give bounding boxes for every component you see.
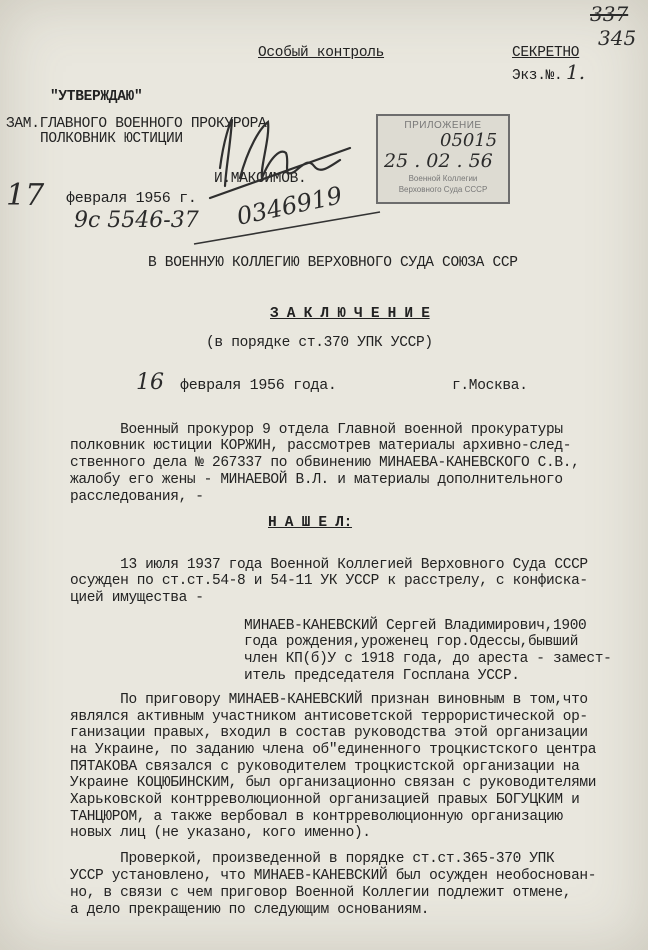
conclusion-line: но, в связи с чем приговор Военной Коллегии подлежит отмене, [70,885,572,901]
charges-line: ганизации правых, входил в состав руководства этой организации [70,725,588,741]
incoming-number: 0346919 [234,181,345,231]
approve-name: И.МАКСИМОВ. [214,171,307,187]
conclusion-line: УССР установлено, что МИНАЕВ-КАНЕВСКИЙ был осужден необоснован- [70,868,597,884]
intro-line: жалобу его жены - МИНАЕВОЙ В.Л. и материалы дополнительного [70,472,563,488]
approve-day: 17 [6,178,45,213]
approve-rank: ПОЛКОВНИК ЮСТИЦИИ [40,131,183,147]
intro-line: расследования, - [70,489,204,505]
person-line: член КП(б)У с 1918 года, до ареста - замест- [244,651,612,667]
document-subtitle: (в порядке ст.370 УПК УССР) [206,335,433,351]
archive-number: 345 [598,26,637,50]
addressee: В ВОЕННУЮ КОЛЛЕГИЮ ВЕРХОВНОГО СУДА СОЮЗА ССР [148,255,518,271]
pen-stroke [190,206,390,246]
charges-line: Харьковской контрреволюционной организацией правых БОГУЦКИМ и [70,792,580,808]
verdict-line: цией имущества - [70,590,204,606]
copy-number: 1. [566,60,586,84]
conclusion-city: г.Москва. [452,378,528,394]
person-line: МИНАЕВ-КАНЕВСКИЙ Сергей Владимирович,1900 [244,618,587,634]
approve-position: ЗАМ.ГЛАВНОГО ВОЕННОГО ПРОКУРОРА [6,116,267,132]
person-line: года рождения,уроженец гор.Одессы,бывший [244,634,579,650]
found-heading: Н А Ш Е Л: [268,515,353,531]
conclusion-line: а дело прекращению по следующим основаниям. [70,902,430,918]
intro-line: полковник юстиции КОРЖИН, рассмотрев материалы архивно-след- [70,438,572,454]
stamp-org-line2: Верховного Суда СССР [398,185,488,194]
copy-label: Экз.№. [512,68,563,84]
intro-line: Военный прокурор 9 отдела Главной военной прокуратуры [70,422,563,438]
charges-line: на Украине, по заданию члена об"единенного троцкистского центра [70,742,597,758]
person-line: итель председателя Госплана УССР. [244,668,520,684]
charges-line: По приговору МИНАЕВ-КАНЕВСКИЙ признан виновным в том,что [70,692,588,708]
special-control-label: Особый контроль [258,45,385,61]
charges-line: являлся активным участником антисоветской террористической ор- [70,709,588,725]
stamp-title: ПРИЛОЖЕНИЕ [404,120,482,131]
archive-number-crossed: 337 [590,2,629,26]
approve-date: февраля 1956 г. [66,190,197,207]
secret-label: СЕКРЕТНО [512,45,580,61]
stamp-org-line1: Военной Коллегии [408,174,478,183]
charges-line: Украине КОЦЮБИНСКИМ, был организационно связан с руководителями [70,775,597,791]
conclusion-line: Проверкой, произведенной в порядке ст.ст.365-370 УПК [70,851,555,867]
charges-line: ТАНЦЮРОМ, а также вербовал в контрреволюционную организацию [70,809,563,825]
intro-line: ственного дела № 267337 по обвинению МИНАЕВА-КАНЕВСКОГО С.В., [70,455,580,471]
stamp-number: 05015 [440,130,498,151]
verdict-line: 13 июля 1937 года Военной Коллегией Верховного Суда СССР [70,557,588,573]
stamp-date: 25 . 02 . 56 [384,150,493,172]
charges-line: новых лиц (не указано, кого именно). [70,825,371,841]
charges-line: ПЯТАКОВА связался с руководителем троцкистской организации на [70,759,580,775]
registration-stamp [376,114,510,204]
document-title: З А К Л Ю Ч Е Н И Е [270,306,430,322]
verdict-line: осужден по ст.ст.54-8 и 54-11 УК УССР к расстрелу, с конфиска- [70,573,588,589]
reference-number: 9с 5546-37 [74,208,199,233]
conclusion-day: 16 [136,370,164,395]
conclusion-date: февраля 1956 года. [180,377,337,394]
approve-title: "УТВЕРЖДАЮ" [50,89,143,105]
